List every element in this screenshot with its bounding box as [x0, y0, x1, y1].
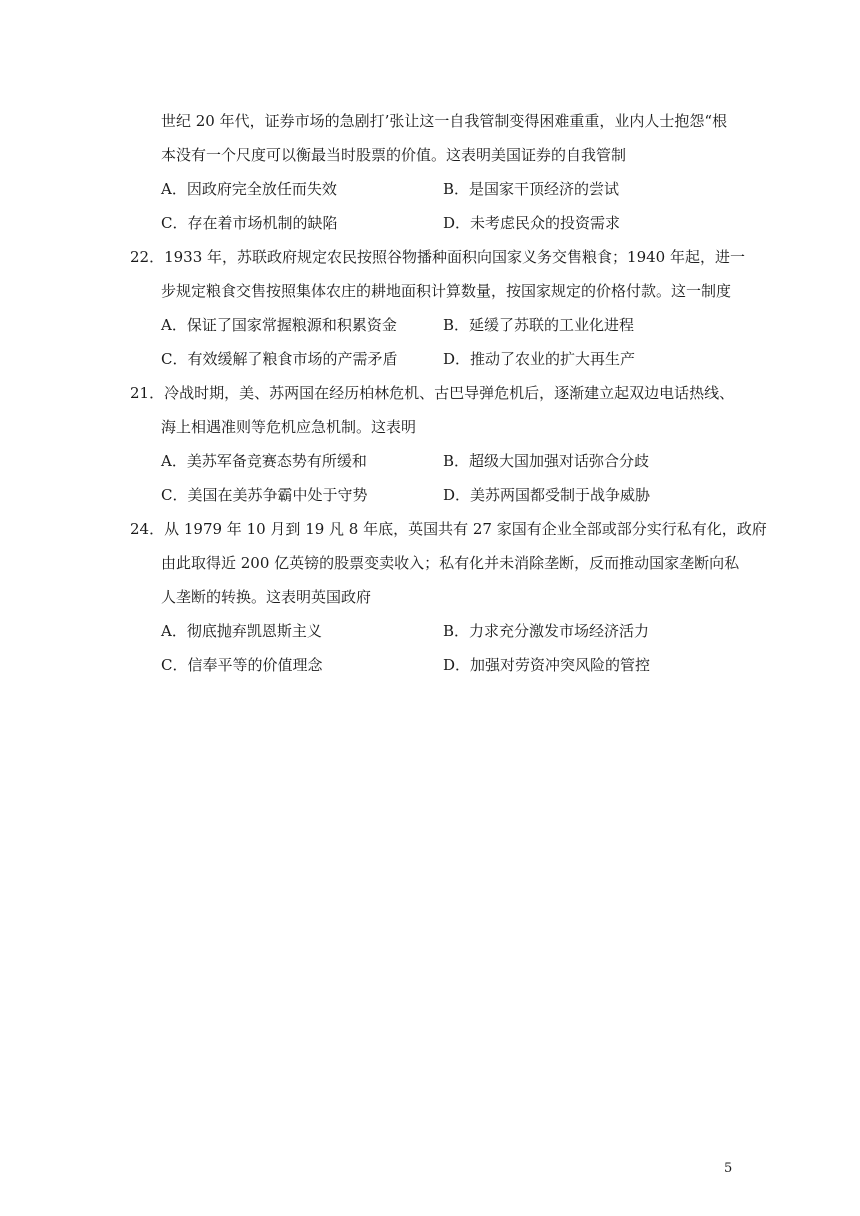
option-a: A．彻底抛弃凯恩斯主义 — [161, 622, 322, 640]
question-text-line: 由此取得近 200 亿英镑的股票变卖收入；私有化并未消除垄断，反而推动国家垄断向私 — [161, 554, 740, 572]
option-c: C．存在着市场机制的缺陷 — [161, 214, 338, 232]
option-b: B．延缓了苏联的工业化进程 — [443, 316, 635, 334]
option-b: B．超级大国加强对话弥合分歧 — [443, 452, 650, 470]
option-a: A．因政府完全放任而失效 — [161, 180, 337, 198]
option-c: C．美国在美苏争霸中处于守势 — [161, 486, 368, 504]
option-a: A．美苏军备竞赛态势有所缓和 — [161, 452, 367, 470]
option-d: D．美苏两国都受制于战争威胁 — [443, 486, 651, 504]
question-text-line: 人垄断的转换。这表明英国政府 — [161, 588, 372, 606]
option-b: B．是国家干顶经济的尝试 — [443, 180, 620, 198]
question-text-line: 海上相遇准则等危机应急机制。这表明 — [161, 418, 417, 436]
option-d: D．未考虑民众的投资需求 — [443, 214, 621, 232]
question-text-line: 步规定粮食交售按照集体农庄的耕地面积计算数量，按国家规定的价格付款。这一制度 — [161, 282, 732, 300]
option-d: D．推动了农业的扩大再生产 — [443, 350, 636, 368]
option-c: C．有效缓解了粮食市场的产需矛盾 — [161, 350, 398, 368]
question-24-stem: 24．从 1979 年 10 月到 19 凡 8 年底，英国共有 27 家国有企业全部或部分实行私有化，政府 — [130, 520, 767, 538]
question-text-line: 世纪 20 年代，证券市场的急剧打’张让这一自我管制变得困难重重，业内人士抱怨“根 — [161, 112, 728, 130]
option-a: A．保证了国家常握粮源和积累资金 — [161, 316, 397, 334]
question-21-stem: 21．冷战时期，美、苏两国在经历柏林危机、古巴导弹危机后，逐渐建立起双边电话热线、 — [130, 384, 735, 402]
option-b: B．力求充分激发市场经济活力 — [443, 622, 650, 640]
option-c: C．信奉平等的价值理念 — [161, 656, 323, 674]
question-text-line: 本没有一个尺度可以衡最当时股票的价值。这表明美国证券的自我管制 — [161, 146, 627, 164]
option-d: D．加强对劳资冲突风险的管控 — [443, 656, 651, 674]
page-number: 5 — [724, 1161, 733, 1176]
question-22-stem: 22．1933 年，苏联政府规定农民按照谷物播种面积向国家义务交售粮食；1940 年起，进一 — [130, 248, 745, 266]
